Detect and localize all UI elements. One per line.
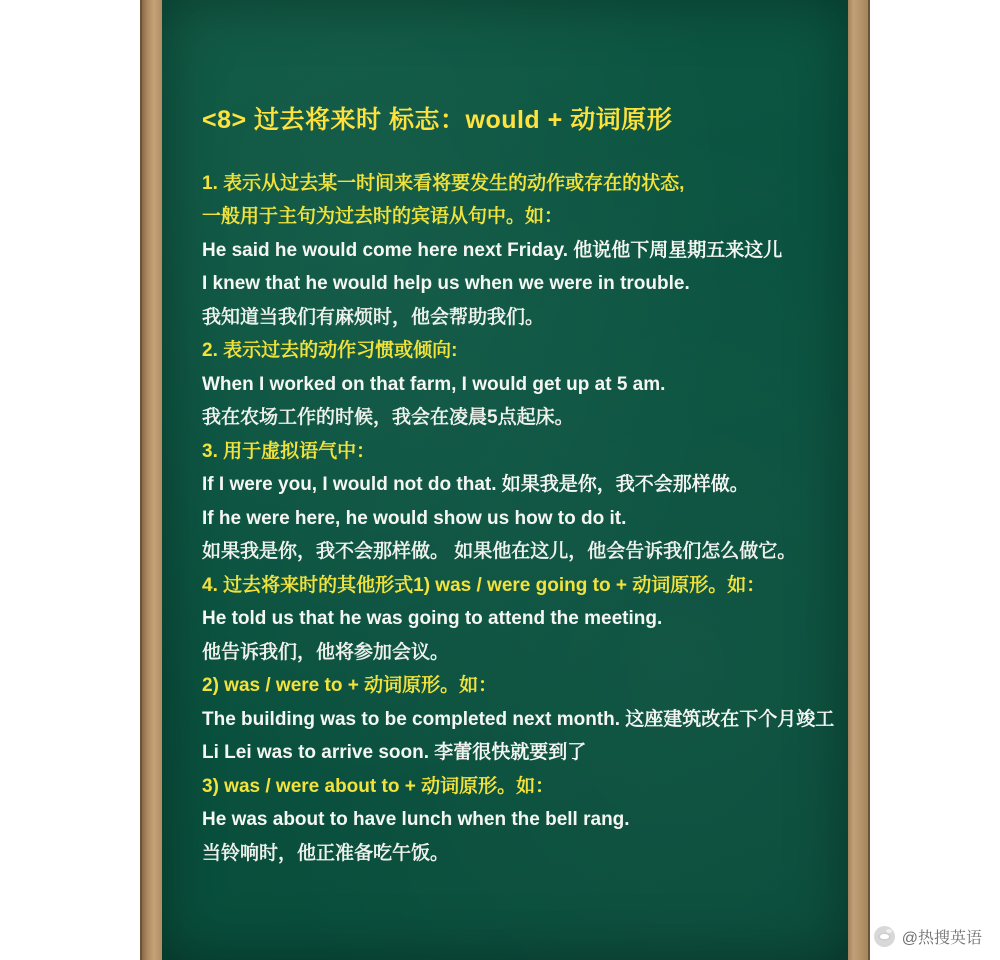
content-line: If he were here, he would show us how to do it. [202,507,627,529]
content-line: 我知道当我们有麻烦时，他会帮助我们。 [202,306,545,328]
page-title: <8> 过去将来时 标志：would + 动词原形 [202,106,673,134]
content-line: 1. 表示从过去某一时间来看将要发生的动作或存在的状态, [202,172,685,194]
chalkboard [162,0,848,960]
weibo-icon [874,926,895,947]
content-line: 我在农场工作的时候，我会在凌晨5点起床。 [202,407,574,428]
content-line: 2. 表示过去的动作习惯或倾向: [202,340,458,361]
content-line: 他告诉我们，他将参加会议。 [202,641,450,663]
content-line: When I worked on that farm, I would get up at 5 am. [202,373,666,395]
content-line: 如果我是你，我不会那样做。 如果他在这儿，他会告诉我们怎么做它。 [202,541,797,562]
content-line: 3) was / were about to + 动词原形。如： [202,775,555,797]
content-line: The building was to be completed next month. 这座建筑改在下个月竣工 [202,708,835,730]
content-line: If I were you, I would not do that. 如果我是你，我不会那样做。 [202,474,749,495]
content-line: 当铃响时，他正准备吃午饭。 [202,842,450,864]
content-line: 4. 过去将来时的其他形式1) was / were going to + 动词原形。如： [202,574,766,596]
content-line: Li Lei was to arrive soon. 李蕾很快就要到了 [202,742,587,763]
watermark [874,925,982,948]
content-line: 2) was / were to + 动词原形。如： [202,675,498,696]
content-line: He was about to have lunch when the bell rang. [202,809,630,830]
content-line: I knew that he would help us when we were in trouble. [202,273,690,294]
content-line: He told us that he was going to attend the meeting. [202,608,663,629]
content-line: 3. 用于虚拟语气中： [202,440,376,462]
chalkboard-content [202,104,848,870]
watermark-label: @热搜英语 [901,930,982,947]
content-line: He said he would come here next Friday. 他说他下周星期五来这儿 [202,239,783,261]
content-line: 一般用于主句为过去时的宾语从句中。如： [202,206,564,227]
